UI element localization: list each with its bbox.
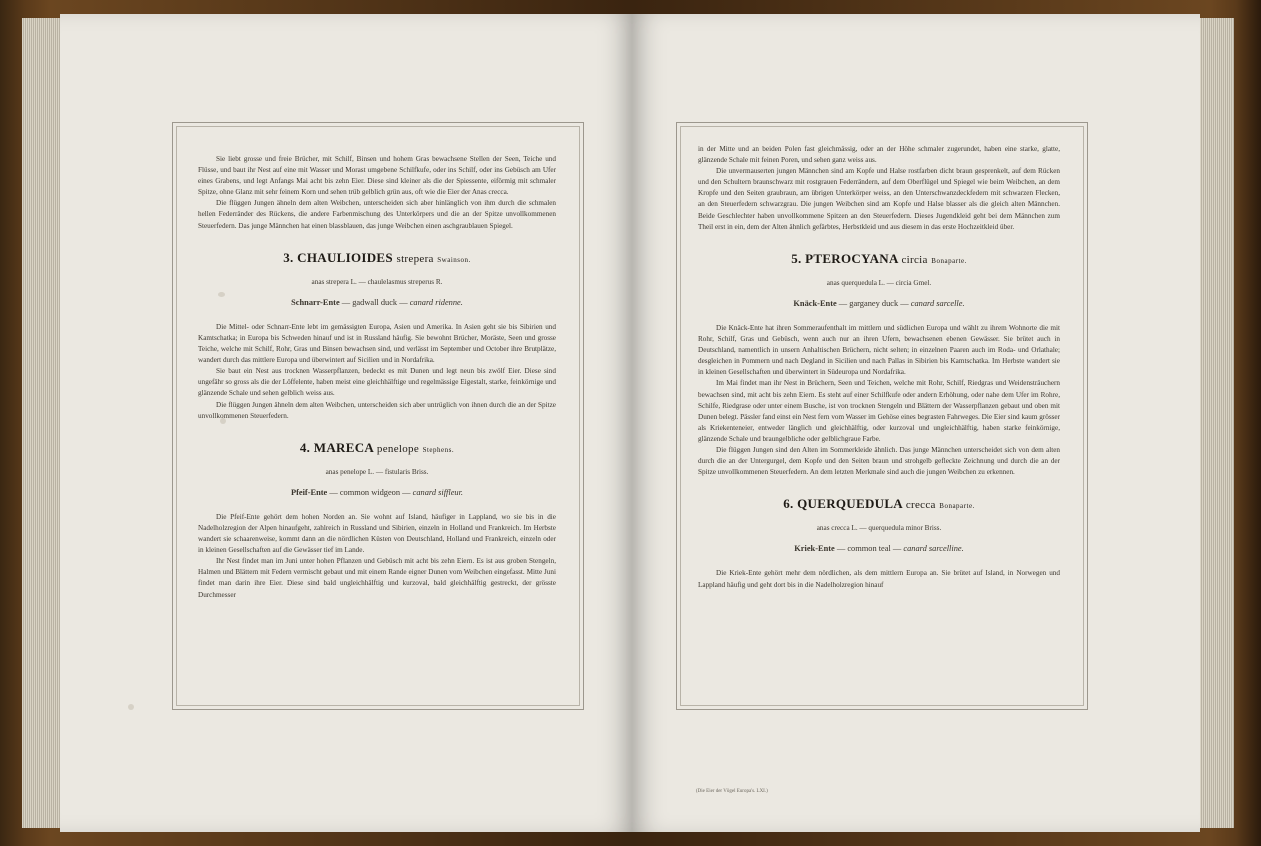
common-names: Schnarr-Ente — gadwall duck — canard ridenne. bbox=[291, 297, 463, 307]
authority: Bonaparte. bbox=[931, 256, 967, 265]
body-paragraph: in der Mitte und an beiden Polen fast gleichmässig, oder an der Höhe schmaler zugerundet, haben eine starke, glatte, glänzende Schale mit feinen Poren, und sehen ganz weiss aus. bbox=[698, 145, 1060, 165]
german-name: Knäck-Ente bbox=[793, 298, 837, 308]
authority: Bonaparte. bbox=[939, 502, 975, 511]
body-paragraph: Die Kriek-Ente gehört mehr dem nördlichen, als dem mittlern Europa an. Sie brütet auf Island, in Norwegen und Lappland häufig und geht dort bis in die Nadelholzregion hinauf bbox=[698, 569, 1060, 589]
species-epithet: crecca bbox=[905, 499, 936, 512]
synonyms: anas strepera L. — chaulelasmus streperus R. bbox=[311, 277, 443, 286]
french-name: canard ridenne. bbox=[409, 297, 463, 307]
english-name: common teal bbox=[847, 544, 891, 554]
german-name: Schnarr-Ente bbox=[291, 297, 340, 307]
species-epithet: penelope bbox=[376, 442, 420, 455]
authority: Stephens. bbox=[422, 445, 455, 454]
body-paragraph: Sie baut ein Nest aus trocknen Wasserpflanzen, bedeckt es mit Dunen und legt neun bis zwölf Eier. Diese sind ungefähr so gross als die der Löffelente, haben meist eine gleichhälftige und regelmässige Eigestalt, starke, feinkörnige und glänzende Schale und sehen gelblich weiss aus. bbox=[198, 367, 556, 398]
species-heading bbox=[198, 440, 556, 458]
common-names: Pfeif-Ente — common widgeon — canard siffleur. bbox=[290, 487, 464, 497]
species-number: 6. bbox=[783, 496, 794, 512]
body-paragraph: Sie liebt grosse und freie Brücher, mit Schilf, Binsen und hohem Gras bewachsene Stellen der Seen, Teiche und Flüsse, und baut ihr Nest auf eine mit Wasser und Morast umgebene Schilfkufe, oder ins Schilf, oder ins Gebüsch am Ufer eines Grabens, und legt Anfangs Mai acht bis zehn Eier. Diese sind kleiner als die der Spiessente, eiförmig mit schmaler Spitze, ohne Glanz mit sehr feinem Korn und sehen trüb gelblich grün aus, oft wie die Eier der Anas crecca. bbox=[198, 155, 556, 197]
synonyms: anas crecca L. — querquedula minor Briss. bbox=[816, 524, 942, 533]
species-number: 5. bbox=[791, 250, 802, 266]
species-number: 3. bbox=[283, 249, 294, 265]
body-paragraph: Die Mittel- oder Schnarr-Ente lebt im gemässigten Europa, Asien und Amerika. In Asien geht sie bis Sibirien und Kamtschatka; in Europa bis Schweden hinauf und ist in Russland häufig. Sie bewohnt Brücher, Moräste, Seen und grosse Teiche, welche mit Schilf, Rohr, Gras und Binsen bewachsen sind, und verlässt im September und October ihre Brutplätze, wandert durch das mittlere Europa und überwintert auf Sicilien und in Nordafrika. bbox=[198, 322, 556, 365]
english-name: gadwall duck bbox=[352, 297, 398, 307]
species-epithet: strepera bbox=[396, 252, 434, 265]
page-edges-right bbox=[1198, 18, 1234, 828]
common-names: Knäck-Ente — garganey duck — canard sarcelle. bbox=[793, 298, 965, 308]
body-paragraph: Ihr Nest findet man im Juni unter hohen Pflanzen und Gebüsch mit acht bis zehn Eiern. Es ist aus groben Stengeln, Halmen und Blättern mit Federn vermischt gebaut und mit einem Rande eigner Dunen vom Weibchen eingefasst. Mitte Juni findet man darin ihre Eier. Diese sind bald ungleichhälftig und kurzoval, bald gleichhälftig gestreckt, der grösste Durchmesser bbox=[198, 557, 556, 599]
species-epithet: circia bbox=[901, 253, 928, 266]
page-edges-left bbox=[22, 18, 64, 828]
body-paragraph: Die flüggen Jungen ähneln dem alten Weibchen, unterscheiden sich aber untrüglich von ihnen durch die an der Spitze unvollkommenen Steuerfedern. bbox=[198, 400, 556, 420]
german-name: Pfeif-Ente bbox=[290, 487, 328, 497]
page-footer: (Die Eier der Vögel Europa's. LXI.) bbox=[696, 789, 768, 794]
foxing-spot bbox=[128, 704, 134, 710]
english-name: common widgeon bbox=[339, 487, 401, 497]
genus-name: MARECA bbox=[313, 439, 374, 455]
synonyms: anas querquedula L. — circia Gmel. bbox=[826, 278, 932, 287]
right-page bbox=[632, 14, 1200, 832]
body-paragraph: Die Pfeif-Ente gehört dem hohen Norden an. Sie wohnt auf Island, häufiger in Lappland, wo sie bis in die Nadelholzregion der Alpen hinaufgeht, zahlreich in Russland und Sibirien, einzeln in Holland und Frankreich. Im Herbste wandert sie schaarenweise, kommt dann an die nördlichen Küsten von Deutschland, Holland und Frankreich, einzeln oder in kleinen Gesellschaften auf die Gewässer tief im Lande. bbox=[198, 512, 556, 555]
common-names: Kriek-Ente — common teal — canard sarcelline. bbox=[794, 544, 964, 554]
french-name: canard sarcelle. bbox=[910, 298, 965, 308]
body-paragraph: Die Knäck-Ente hat ihren Sommeraufenthalt im mittlern und südlichen Europa und wählt zu ihrem Wohnorte die mit Rohr, Schilf, Gras und Gebüsch, wenn auch nur an ihren Ufern, bewachsenen ebenen Gewässer. Sie brütet auch in Deutschland, namentlich in unsern Anhaltischen Brüchern, nicht selten; in einzelnen Paaren auch im Roda- und Orlathale; desgleichen in Pommern und nach Degland in Sicilien und nach Pallas in Sibirien bis Kamtschatka. Im Herbste wandert sie in kleinen Gesellschaften und überwintert in Südeuropa und Nordafrika. bbox=[698, 323, 1060, 377]
species-heading bbox=[698, 496, 1060, 514]
species-heading bbox=[698, 251, 1060, 269]
left-page bbox=[60, 14, 632, 832]
french-name: canard sarcelline. bbox=[903, 544, 964, 554]
genus-name: CHAULIOIDES bbox=[297, 249, 393, 265]
body-paragraph: Die unvermauserten jungen Männchen sind am Kopfe und Halse rostfarben dicht braun gesprenkelt, auf dem Rücken und den Schultern braunschwarz mit rostgrauen Federrändern, auf dem Oberflügel und Spiegel wie beim Weibchen, an dem Kropfe und den Seiten graubraun, am übrigen Unterkörper weiss, an den Unterschwanzdeckfedern mit schwarzen Flecken, an den Steuerfedern schwarzgrau. Die jungen Weibchen sind am Kopfe und Halse blasser als die gleich alten Männchen. Beide Geschlechter haben unvollkommene Spitzen an den Steuerfedern. Dieses Jugendkleid geht bei dem Männchen zum Theil erst in ein, dem der Alten ähnlich gefärbtes, Herbstkleid und aus diesem in das erste Hochzeitkleid über. bbox=[698, 167, 1060, 231]
right-page-text bbox=[698, 144, 1060, 591]
synonyms: anas penelope L. — fistularis Briss. bbox=[325, 467, 429, 476]
french-name: canard siffleur. bbox=[412, 487, 464, 497]
english-name: garganey duck bbox=[849, 298, 899, 308]
genus-name: PTEROCYANA bbox=[805, 250, 898, 266]
authority: Swainson. bbox=[437, 255, 471, 264]
body-paragraph: Im Mai findet man ihr Nest in Brüchern, Seen und Teichen, welche mit Rohr, Schilf, Riedgras und Weidensträuchern bewachsen sind, mit acht bis zehn Eiern. Es steht auf einer Schilfkufe oder andern Erhöhung, oder nahe dem Ufer im Rohre, Schilfe, Riedgrase oder unter einem Busche, ist von trocknen Stengeln und Blättern der Wasserpflanzen gebaut und oben mit Dunen belegt. Pässler fand einst ein Nest fern vom Wasser im Gehöse eines begrasten Fahrweges. Die Eier sind kaum grösser als Kriekenteneier, entweder länglich und gleichhälftig, oder kurzoval und ungleichhälftig, haben starke feinkörnige, glänzende Schale und braungelbliche oder gelblichgraue Farbe. bbox=[698, 379, 1060, 443]
left-page-text bbox=[198, 154, 556, 601]
genus-name: QUERQUEDULA bbox=[797, 496, 903, 512]
german-name: Kriek-Ente bbox=[794, 544, 835, 554]
species-heading bbox=[198, 250, 556, 268]
body-paragraph: Die flüggen Jungen sind den Alten im Sommerkleide ähnlich. Das junge Männchen unterscheidet sich von dem alten durch die an der Untergurgel, dem Kopfe und den Seiten braun und strohgelb gefleckte Zeichnung und durch die an der Spitze unvollkommenen Steuerfedern. An dem letzten Merkmale sind auch die jungen Weibchen zu erkennen. bbox=[698, 445, 1060, 477]
species-number: 4. bbox=[299, 439, 311, 455]
body-paragraph: Die flüggen Jungen ähneln dem alten Weibchen, unterscheiden sich aber hinlänglich von ihm durch die schmalen hellen Federränder des Rückens, die andere Farbenmischung des Unterkörpers und die an der Spitze unvollkommenen Steuerfedern. Das junge Männchen hat einen blassblauen, das junge Weibchen einen aschgraublauen Spiegel. bbox=[198, 199, 556, 230]
